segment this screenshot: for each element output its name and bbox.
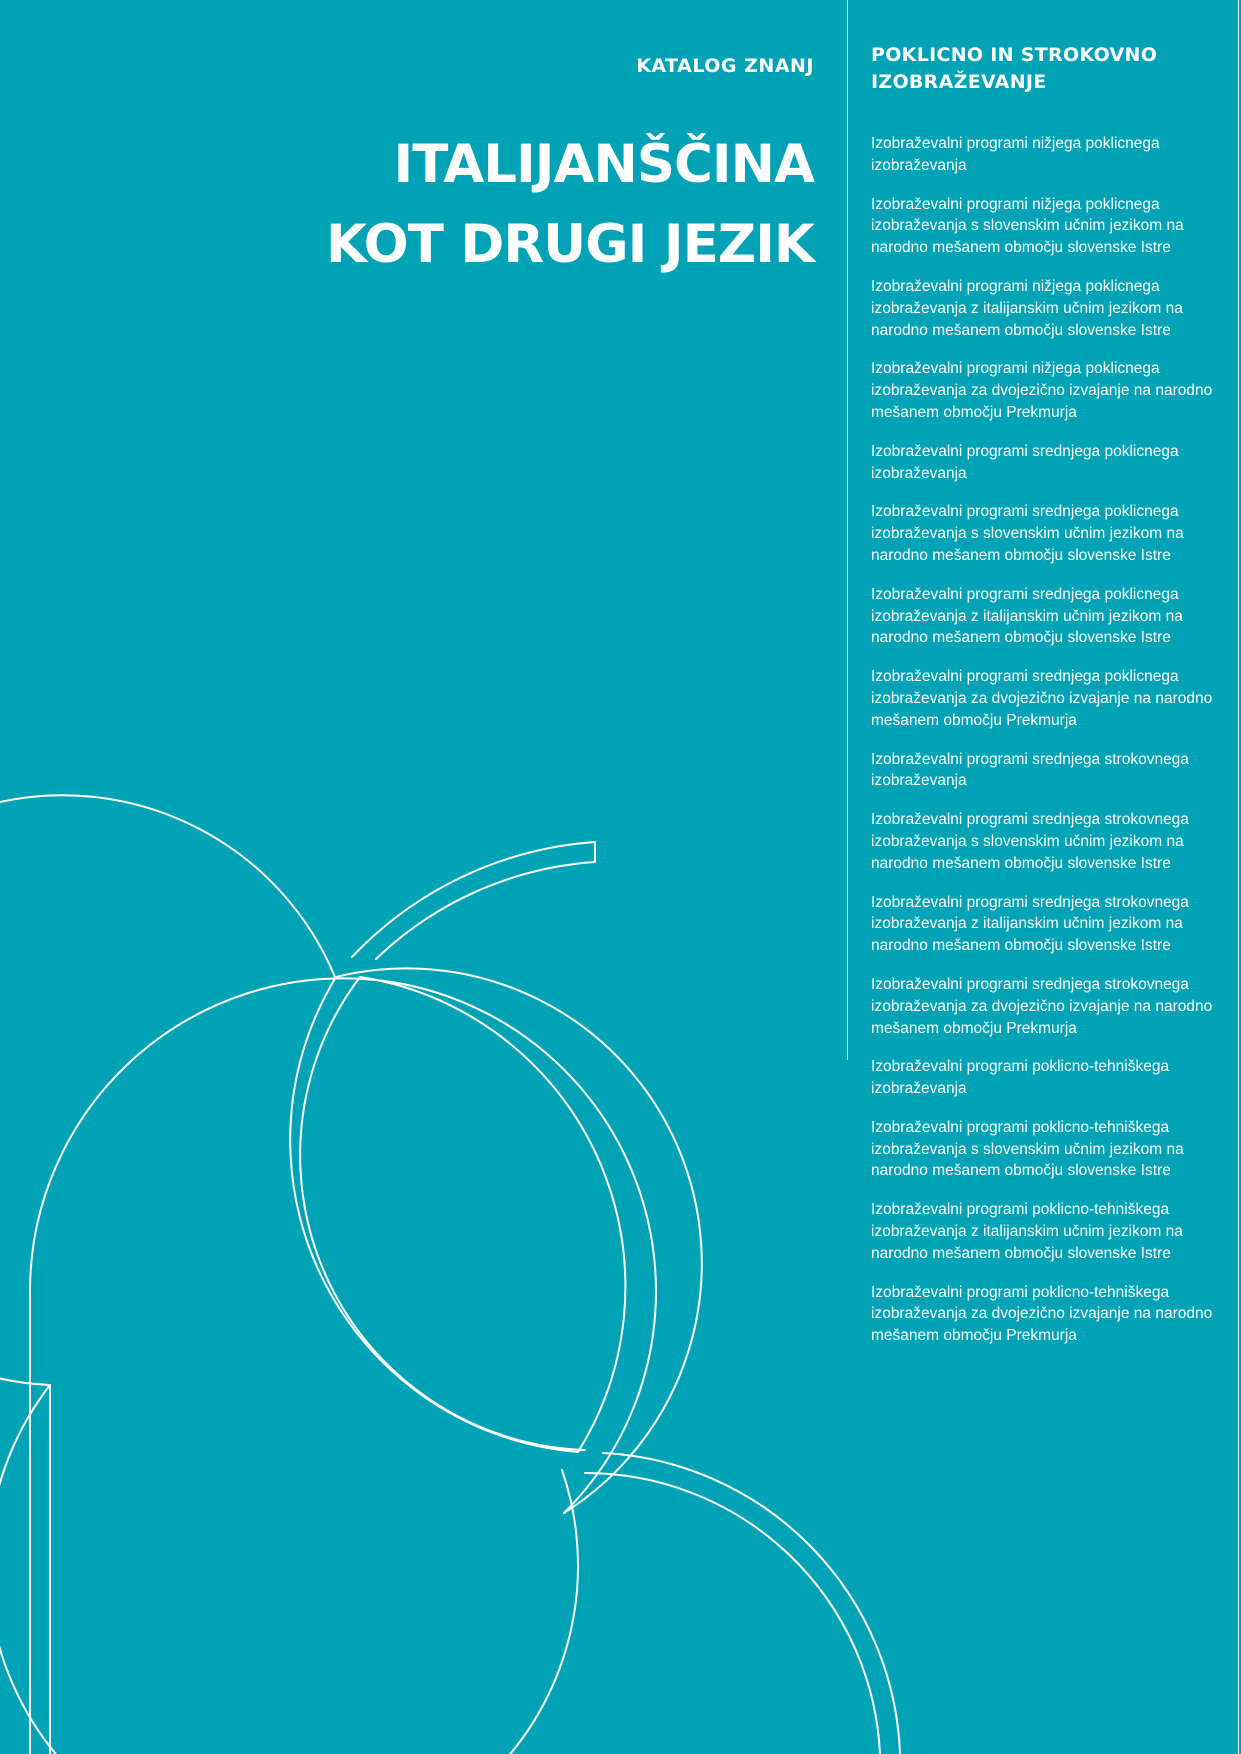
lens-outer-left — [290, 977, 578, 1452]
program-item: Izobraževalni programi poklicno-tehniškega izobraževanja s slovenskim učnim jezikom na narodno mešanem območju slovenske Istre — [871, 1118, 1184, 1180]
left-circle-inner-arc — [0, 795, 335, 1385]
sidebar-heading — [871, 42, 1211, 96]
program-item: Izobraževalni programi nižjega poklicnega izobraževanja s slovenskim učnim jezikom na narodno mešanem območju slovenske Istre — [871, 195, 1184, 257]
lower-arc-outer — [603, 1453, 900, 1754]
program-item: Izobraževalni programi nižjega poklicnega izobraževanja za dvojezično izvajanje na narodno mešanem območju Prekmurja — [871, 360, 1213, 421]
document-title — [294, 125, 814, 285]
sidebar-heading-line-2: IZOBRAŽEVANJE — [871, 71, 1047, 93]
program-item: Izobraževalni programi srednjega strokovnega izobraževanja z italijanskim učnim jezikom na narodno mešanem območju slovenske Istre — [871, 893, 1189, 955]
column-divider — [847, 0, 848, 1060]
program-item: Izobraževalni programi srednjega poklicnega izobraževanja za dvojezično izvajanje na narodno mešanem območju Prekmurja — [871, 668, 1213, 729]
program-item: Izobraževalni programi srednjega poklicnega izobraževanja z italijanskim učnim jezikom na narodno mešanem območju slovenske Istre — [871, 585, 1183, 647]
program-item: Izobraževalni programi nižjega poklicnega izobraževanja z italijanskim učnim jezikom na narodno mešanem območju slovenske Istre — [871, 277, 1183, 339]
program-list — [871, 133, 1216, 1364]
program-item: Izobraževalni programi srednjega strokovnega izobraževanja s slovenskim učnim jezikom na narodno mešanem območju slovenske Istre — [871, 811, 1189, 872]
lens-outer-right — [360, 977, 625, 1452]
program-item: Izobraževalni programi srednjega poklicnega izobraževanja — [871, 442, 1179, 482]
title-line-2: KOT DRUGI JEZIK — [325, 214, 814, 275]
program-item: Izobraževalni programi poklicno-tehniškega izobraževanja — [871, 1058, 1170, 1098]
program-item: Izobraževalni programi poklicno-tehniškega izobraževanja za dvojezično izvajanje na narodno mešanem območju Prekmurja — [871, 1283, 1213, 1345]
title-line-1: ITALIJANŠČINA — [393, 134, 814, 195]
right-edge-line — [1238, 0, 1239, 1754]
program-item: Izobraževalni programi poklicno-tehniškega izobraževanja z italijanskim učnim jezikom na narodno mešanem območju slovenske Istre — [871, 1201, 1183, 1262]
lens-inner-left — [300, 977, 585, 1450]
program-item: Izobraževalni programi srednjega poklicnega izobraževanja s slovenskim učnim jezikom na narodno mešanem območju slovenske Istre — [871, 503, 1184, 564]
hook-inner-stroke — [376, 862, 595, 959]
program-item: Izobraževalni programi nižjega poklicnega izobraževanja — [871, 135, 1160, 174]
program-item: Izobraževalni programi srednjega strokovnega izobraževanja — [871, 750, 1189, 790]
lower-arc-inner — [585, 1473, 880, 1754]
left-circle-inner — [0, 1385, 578, 1754]
program-item: Izobraževalni programi srednjega strokovnega izobraževanja za dvojezično izvajanje na narodno mešanem območju Prekmurja — [871, 975, 1213, 1037]
sidebar-heading-line-1: POKLICNO IN STROKOVNO — [871, 44, 1158, 66]
left-circle-outer — [30, 978, 656, 1754]
catalog-label: KATALOG ZNANJ — [636, 55, 814, 77]
hook-outer-stroke — [352, 842, 595, 957]
